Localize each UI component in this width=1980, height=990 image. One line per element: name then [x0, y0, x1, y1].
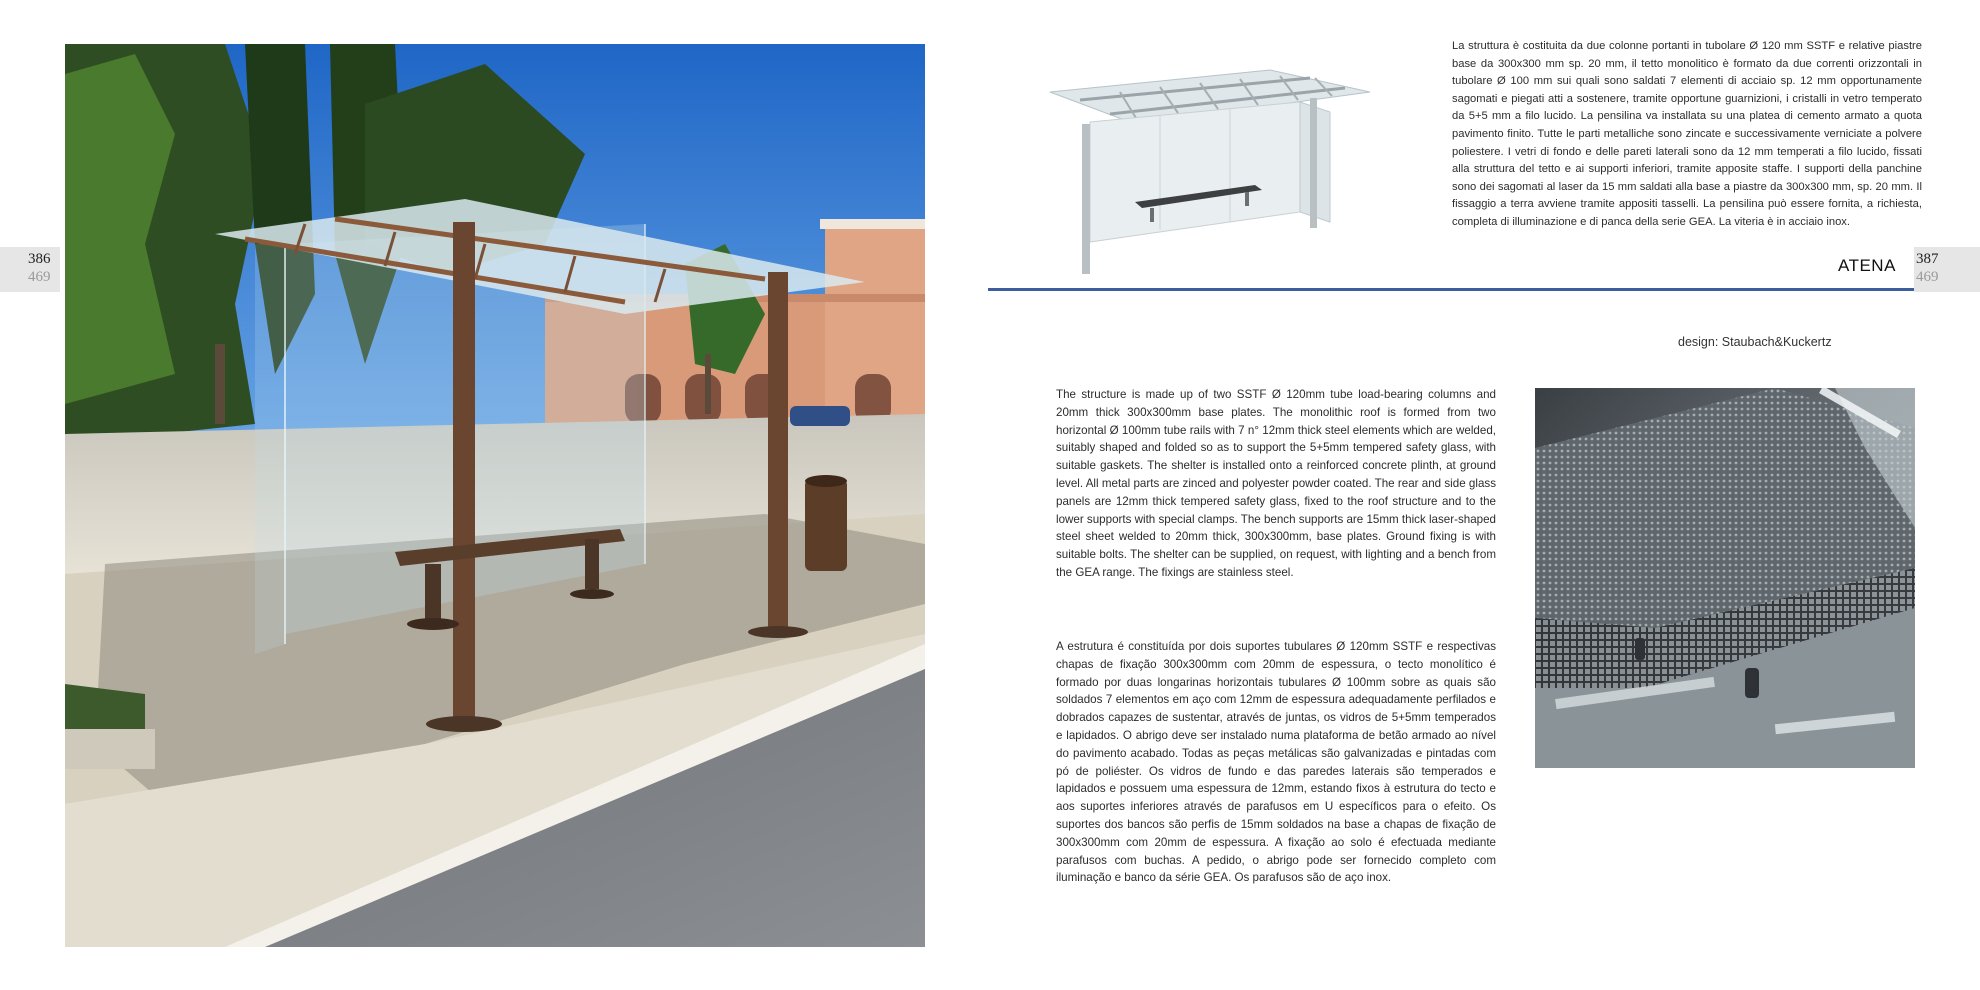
page-total: 469	[28, 269, 51, 285]
page-number: 387	[1916, 251, 1939, 267]
left-page-number	[28, 250, 51, 286]
roof-detail-photo	[1535, 388, 1915, 768]
page-number: 386	[28, 251, 51, 267]
italian-description: La struttura è costituita da due colonne portanti in tubolare Ø 120 mm SSTF e relative piastre base da 300x300 mm sp. 20 mm, il tetto monolitico è formato da due correnti orizzontali in tubolare Ø 100 mm sui quali sono saldati 7 elementi di acciaio sp. 12 mm opportunamente sagomati e piegati atti a sostenere, tramite opportune guarnizioni, i cristalli in vetro temperato da 5+5 mm a filo lucido. La pensilina va installata su una platea di cemento armato a quota pavimento finito. Tutte le parti metalliche sono zincate e successivamente verniciate a polvere poliestere. I vetri di fondo e delle pareti laterali sono da 12 mm temperati a filo lucido, fissati alla struttura del tetto e ai supporti inferiori, tramite apposite staffe. I supporti della panchine sono dei sagomati al laser da 15 mm saldati alla base a piastre da 300x300 mm, sp. 20 mm. Il fissaggio a terra avviene tramite appositi tasselli. La pensilina può essere fornita, a richiesta, completa di illuminazione e di panca della serie GEA. La viteria è in acciaio inox.	[1452, 40, 1922, 228]
english-description: The structure is made up of two SSTF Ø 120mm tube load-bearing columns and 20mm thick 300x300mm base plates. The monolithic roof is formed from two horizontal Ø 100mm tube rails with 7 n° 12mm thick steel elements which are welded, suitably shaped and folded so as to support the 5+5mm tempered safety glass, with suitable gaskets. The shelter is installed onto a reinforced concrete plinth, at ground level. All metal parts are zinced and polyester powder coated. The rear and side glass panels are 12mm thick tempered safety glass, fixed to the roof structure and to the lower supports with special clamps. The bench supports are 15mm thick laser-shaped steel sheet welded to 20mm thick, 300x300mm, base plates. Ground fixing is with suitable bolts. The shelter can be supplied, on request, with lighting and a bench from the GEA range. The fixings are stainless steel.	[1056, 388, 1496, 579]
product-title: ATENA	[1838, 256, 1896, 275]
page-total: 469	[1916, 269, 1939, 285]
title-underline-rule	[988, 288, 1914, 291]
product-render-image	[1040, 52, 1380, 282]
bus-shelter-photo	[65, 44, 925, 947]
design-credit: design: Staubach&Kuckertz	[1678, 335, 1832, 349]
portuguese-description: A estrutura é constituída por dois suportes tubulares Ø 120mm SSTF e respectivas chapas de fixação 300x300mm com 20mm de espessura, o tecto monolítico é formado por duas longarinas horizontais tubulares Ø 100mm sobre as quais são soldados 7 elementos em aço com 12mm de espessura adequadamente perfilados e dobrados capazes de sustentar, através de juntas, os vidros de 5+5mm temperados e lapidados. O abrigo deve ser instalado numa plataforma de betão armado ao nível do pavimento acabado. Todas as peças metálicas são galvanizadas e pintadas com pó de poliéster. Os vidros de fundo e das paredes laterais são temperados e lapidados e possuem uma espessura de 12mm, estando fixos à estrutura do tecto e aos suportes inferiores através de parafusos em U específicos para o efeito. Os suportes dos bancos são perfis de 15mm soldados na base a chapas de fixação de 300x300mm com 20mm de espessura. A fixação ao solo é efectuada mediante parafusos com buchas. A pedido, o abrigo pode ser fornecido completo com iluminação e banco da série GEA. Os parafusos são de aço inox.	[1056, 640, 1496, 885]
right-page-number	[1916, 250, 1939, 286]
